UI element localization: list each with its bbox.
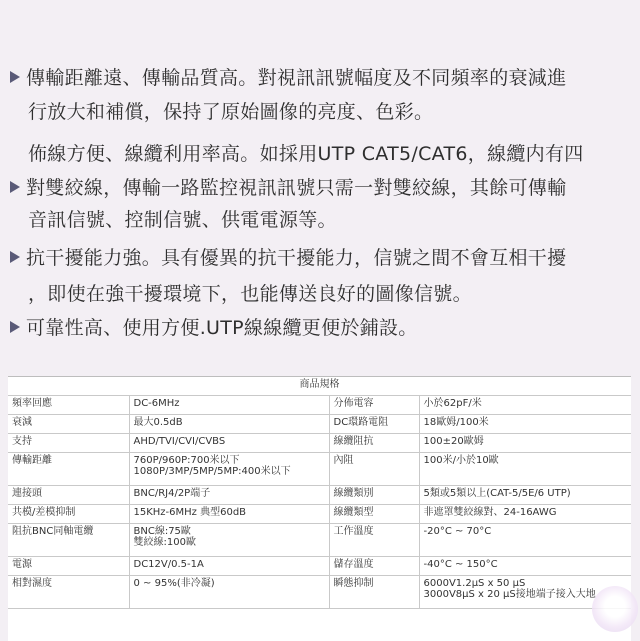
bullet-arrow-icon (10, 251, 20, 263)
bullet-arrow-icon (10, 181, 20, 193)
spec-row (8, 396, 631, 415)
spec-label: 線纜類型 (329, 505, 419, 524)
feature-line-1 (10, 66, 566, 90)
feature-line-8 (10, 316, 418, 340)
spec-row (8, 486, 631, 505)
feature-text: 行放大和補償，保持了原始圖像的亮度、色彩。 (28, 101, 434, 123)
spec-table (8, 377, 631, 609)
spec-row (8, 434, 631, 453)
spec-value: 非遮罩雙絞線對、24-16AWG (419, 505, 631, 524)
feature-text: 抗干擾能力強。具有優異的抗干擾能力，信號之間不會互相干擾 (26, 247, 567, 269)
spec-label: 瞬態抑制 (329, 576, 419, 609)
spec-title: 商品規格 (8, 377, 631, 396)
spec-table-header (8, 377, 631, 396)
spec-label: 分佈電容 (329, 396, 419, 415)
bullet-arrow-icon (10, 321, 20, 333)
spec-value: 100米/小於10歐 (419, 453, 631, 486)
feature-line-3 (28, 142, 584, 166)
spec-value: -20°C ~ 70°C (419, 524, 631, 557)
spec-value: BNC/RJ4/2P端子 (129, 486, 329, 505)
spec-value: 小於62pF/米 (419, 396, 631, 415)
spec-row (8, 505, 631, 524)
spec-label: 內阻 (329, 453, 419, 486)
feature-text: 佈線方便、線纜利用率高。如採用UTP CAT5/CAT6，線纜内有四 (28, 143, 584, 165)
spec-value: 100±20歐姆 (419, 434, 631, 453)
feature-line-4 (10, 176, 566, 200)
spec-label: 線纜類別 (329, 486, 419, 505)
spec-row (8, 557, 631, 576)
feature-line-2 (28, 100, 433, 124)
spec-label: 連接頭 (8, 486, 129, 505)
spec-label: 工作溫度 (329, 524, 419, 557)
spec-value: 0 ~ 95%(非冷凝) (129, 576, 329, 609)
feature-text: 對雙絞線，傳輸一路監控視訊訊號只需一對雙絞線，其餘可傳輸 (26, 177, 567, 199)
spec-label: 阻抗BNC同軸電纜 (8, 524, 129, 557)
spec-label: 衰減 (8, 415, 129, 434)
spec-value: AHD/TVI/CVI/CVBS (129, 434, 329, 453)
spec-label: 線纜阻抗 (329, 434, 419, 453)
feature-text: 可靠性高、使用方便.UTP線線纜更便於鋪設。 (26, 317, 418, 339)
spec-value: 最大0.5dB (129, 415, 329, 434)
spec-value: DC-6MHz (129, 396, 329, 415)
watermark-logo (592, 586, 638, 632)
spec-label: 相對濕度 (8, 576, 129, 609)
feature-text: 音訊信號、控制信號、供電電源等。 (28, 209, 337, 231)
spec-table-container (8, 376, 631, 641)
spec-value: 5類或5類以上(CAT-5/5E/6 UTP) (419, 486, 631, 505)
feature-line-5 (28, 208, 337, 232)
spec-label: 支持 (8, 434, 129, 453)
spec-label: 共模/差模抑制 (8, 505, 129, 524)
bullet-arrow-icon (10, 71, 20, 83)
feature-line-7 (28, 282, 472, 306)
spec-label: DC環路電阻 (329, 415, 419, 434)
spec-value: 760P/960P:700米以下 1080P/3MP/5MP/5MP:400米以下 (129, 453, 329, 486)
spec-value: BNC線:75歐 雙絞線:100歐 (129, 524, 329, 557)
feature-text: ，即使在強干擾環境下，也能傳送良好的圖像信號。 (28, 283, 472, 305)
feature-text: 傳輸距離遠、傳輸品質高。對視訊訊號幅度及不同頻率的衰減進 (26, 67, 567, 89)
spec-row (8, 524, 631, 557)
spec-row (8, 415, 631, 434)
spec-label: 儲存溫度 (329, 557, 419, 576)
spec-value: 15KHz-6MHz 典型60dB (129, 505, 329, 524)
spec-value: 6000V1.2μS x 50 μS 3000V8μS x 20 μS接地端子接入大地 (419, 576, 631, 609)
spec-row (8, 576, 631, 609)
spec-value: 18歐姆/100米 (419, 415, 631, 434)
spec-value: -40°C ~ 150°C (419, 557, 631, 576)
spec-label: 電源 (8, 557, 129, 576)
feature-line-6 (10, 246, 566, 270)
spec-label: 傳輸距離 (8, 453, 129, 486)
spec-row (8, 453, 631, 486)
spec-value: DC12V/0.5-1A (129, 557, 329, 576)
spec-label: 頻率回應 (8, 396, 129, 415)
